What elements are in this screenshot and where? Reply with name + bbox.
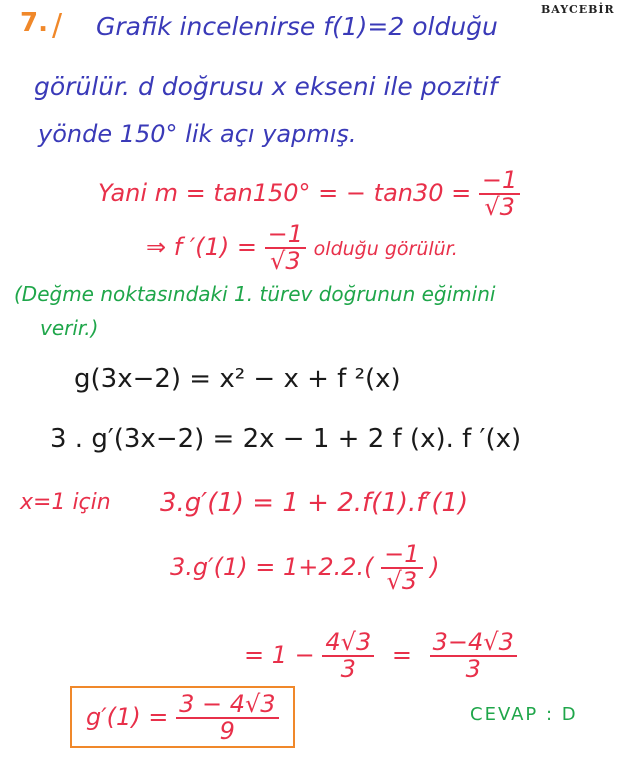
text-line-3: yönde 150° lik açı yapmış. (38, 120, 357, 148)
equation-5-fraction-a-den: 3 (340, 655, 356, 684)
equation-4 (170, 542, 440, 594)
slope-fraction-num: −1 (479, 168, 520, 195)
derivative-line (146, 222, 458, 274)
equation-5-fraction-b-num: 3−4√3 (430, 630, 517, 657)
derivative-text: ⇒ f ′(1) = (146, 233, 257, 262)
result-text: g′(1) = (86, 703, 169, 732)
slope-fraction (479, 168, 520, 220)
brand-watermark: BAYCEBİR (541, 3, 615, 16)
equation-2: 3 . g′(3x−2) = 2x − 1 + 2 f (x). f ′(x) (50, 424, 522, 454)
answer-label: CEVAP : D (470, 704, 578, 725)
equation-4-text: 3.g′(1) = 1+2.2.( (170, 553, 374, 582)
result-fraction (176, 692, 278, 744)
equation-4-fraction (381, 542, 422, 594)
derivative-fraction (265, 222, 306, 274)
slope-fraction-den: √3 (484, 193, 515, 222)
derivative-fraction-den: √3 (270, 247, 301, 276)
equation-5-equals: = (391, 641, 412, 670)
problem-number: 7. (20, 8, 48, 38)
equation-5 (244, 630, 517, 682)
equation-4-close: ) (430, 553, 440, 582)
equation-5-fraction-b (430, 630, 517, 682)
text-line-1: Grafik incelenirse f(1)=2 olduğu (96, 12, 498, 41)
note-line-1: (Değme noktasındaki 1. türev doğrunun eğimini (14, 282, 496, 306)
problem-slash: / (52, 8, 63, 43)
note-line-2: verir.) (40, 316, 99, 340)
result-fraction-num: 3 − 4√3 (176, 692, 278, 719)
equation-5-fraction-a-num: 4√3 (322, 630, 374, 657)
slope-text: Yani m = tan150° = − tan30 = (98, 179, 472, 208)
equation-1: g(3x−2) = x² − x + f ²(x) (74, 364, 401, 394)
equation-5-fraction-a (322, 630, 374, 682)
result-box (70, 686, 295, 748)
equation-4-fraction-den: √3 (386, 567, 418, 596)
equation-5-text: = 1 − (244, 641, 315, 670)
result-fraction-den: 9 (219, 717, 235, 746)
equation-5-fraction-b-den: 3 (465, 655, 481, 684)
equation-3: 3.g′(1) = 1 + 2.f(1).f′(1) (160, 488, 469, 518)
equation-4-fraction-num: −1 (381, 542, 422, 569)
case-label: x=1 için (20, 490, 111, 515)
slope-line (98, 168, 520, 220)
derivative-fraction-num: −1 (265, 222, 306, 249)
derivative-conclusion: olduğu görülür. (313, 238, 458, 261)
text-line-2: görülür. d doğrusu x ekseni ile pozitif (34, 72, 498, 101)
